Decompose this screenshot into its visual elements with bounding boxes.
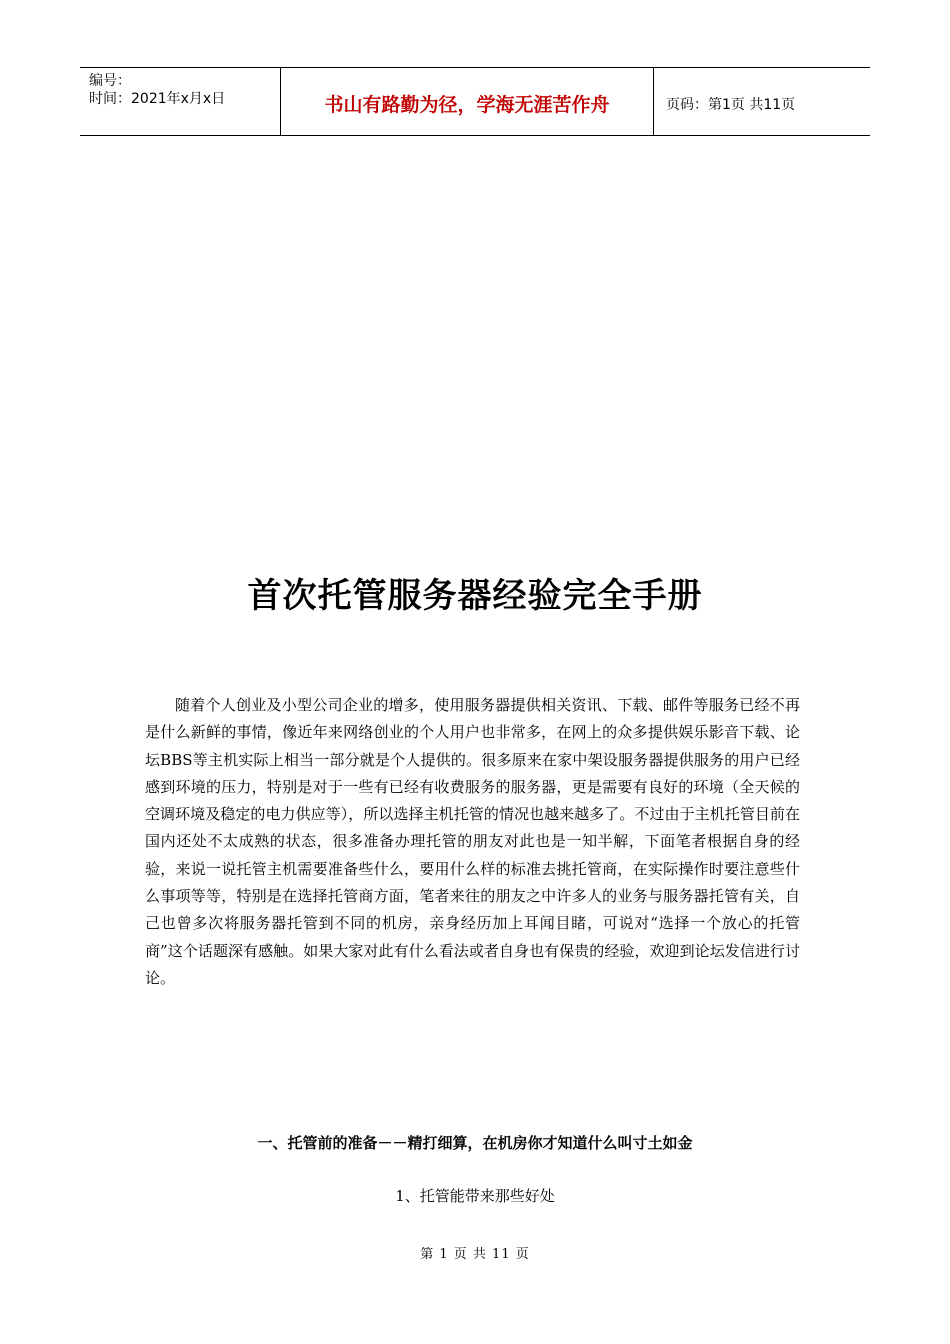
- document-number-label: 编号：: [89, 73, 131, 89]
- document-title: 首次托管服务器经验完全手册: [247, 576, 703, 616]
- header-page-code: 页码：第1页 共11页: [666, 96, 796, 113]
- header-motto-cell: [281, 68, 654, 135]
- document-header: [80, 67, 870, 136]
- intro-paragraph: 随着个人创业及小型公司企业的增多，使用服务器提供相关资讯、下载、邮件等服务已经不再是什么新鲜的事情，像近年来网络创业的个人用户也非常多，在网上的众多提供娱乐影音下载、论坛BBS等主机实际上相当一部分就是个人提供的。很多原来在家中架设服务器提供服务的用户已经感到环境的压力，特别是对于一些有已经有收费服务的服务器，更是需要有良好的环境（全天候的空调环境及稳定的电力供应等），所以选择主机托管的情况也越来越多了。不过由于主机托管目前在国内还处不太成熟的状态，很多准备办理托管的朋友对此也是一知半解，下面笔者根据自身的经验，来说一说托管主机需要准备些什么，要用什么样的标准去挑托管商，在实际操作时要注意些什么事项等等，特别是在选择托管商方面，笔者来往的朋友之中许多人的业务与服务器托管有关，自己也曾多次将服务器托管到不同的机房，亲身经历加上耳闻目睹，可说对“选择一个放心的托管商”这个话题深有感触。如果大家对此有什么看法或者自身也有保贵的经验，欢迎到论坛发信进行讨论。: [145, 696, 800, 987]
- document-time-label: 时间：2021年x月x日: [89, 91, 226, 107]
- header-motto: 书山有路勤为径，学海无涯苦作舟: [324, 94, 610, 116]
- section-heading: 一、托管前的准备－－精打细算，在机房你才知道什么叫寸土如金: [257, 1134, 693, 1152]
- header-meta-cell: [80, 68, 281, 135]
- header-page-cell: [654, 68, 870, 135]
- page-footer: 第 1 页 共 11 页: [420, 1247, 530, 1262]
- sub-heading: 1、托管能带来那些好处: [395, 1187, 555, 1205]
